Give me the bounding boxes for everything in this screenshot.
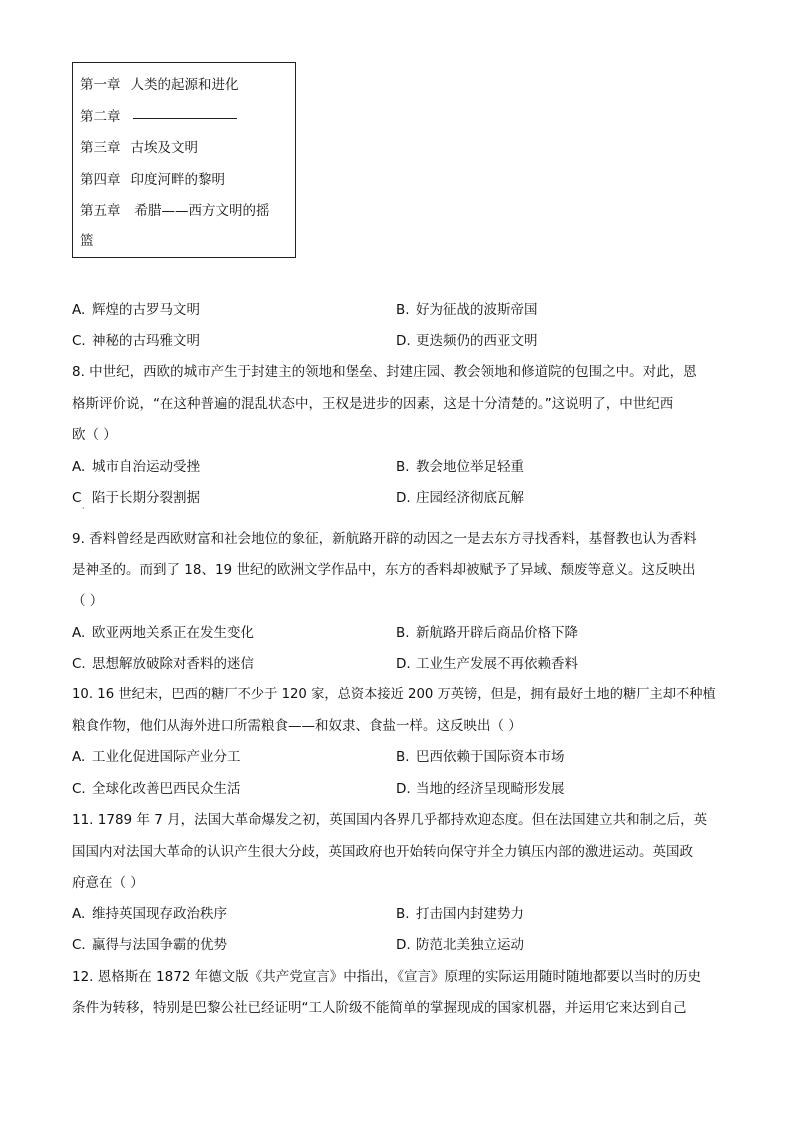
question-11-line: 府意在（ ） xyxy=(72,875,144,891)
chapter-row: 第五章 希腊——西方文明的摇 xyxy=(80,203,270,219)
option-d[interactable]: D. 工业生产发展不再依赖香料 xyxy=(396,656,578,672)
option-b[interactable]: B. 新航路开辟后商品价格下降 xyxy=(396,625,578,641)
question-11-line: 国国内对法国大革命的认识产生很大分歧，英国政府也开始转向保守并全力镇压内部的激进运动。英国政 xyxy=(72,844,693,860)
question-8-line: 8. 中世纪，西欧的城市产生于封建主的领地和堡垒、封建庄园、教会领地和修道院的包围之中。对此，恩 xyxy=(72,364,697,380)
option-b[interactable]: B. 好为征战的波斯帝国 xyxy=(396,302,538,318)
question-12-line: 12. 恩格斯在 1872 年德文版《共产党宣言》中指出，《宣言》原理的实际运用随时随地都要以当时的历史 xyxy=(72,969,701,985)
option-d[interactable]: D. 当地的经济呈现畸形发展 xyxy=(396,781,565,797)
option-a[interactable]: A. 欧亚两地关系正在发生变化 xyxy=(72,625,254,641)
question-8-line: 格斯评价说，“在这种普遍的混乱状态中，王权是进步的因素，这是十分清楚的。”这说明了，中世纪西 xyxy=(72,396,674,412)
chapter-list-box xyxy=(72,62,296,258)
chapter-wrap-text: 篮 xyxy=(80,233,94,249)
option-c[interactable]: C. 赢得与法国争霸的优势 xyxy=(72,937,227,953)
option-d[interactable]: D. 庄园经济彻底瓦解 xyxy=(396,490,524,506)
option-c[interactable]: C. 思想解放破除对香料的迷信 xyxy=(72,656,254,672)
question-9-line: 是神圣的。而到了 18、19 世纪的欧洲文学作品中，东方的香料却被赋予了异域、颓废等意义。这反映出 xyxy=(72,562,696,578)
stray-dot: · xyxy=(82,504,85,513)
option-c[interactable]: C. 全球化改善巴西民众生活 xyxy=(72,781,241,797)
option-b[interactable]: B. 教会地位举足轻重 xyxy=(396,459,524,475)
option-a[interactable]: A. 城市自治运动受挫 xyxy=(72,459,200,475)
question-9-line: 9. 香料曾经是西欧财富和社会地位的象征，新航路开辟的动因之一是去东方寻找香料，基督教也认为香料 xyxy=(72,531,697,547)
chapter-row: 第三章 古埃及文明 xyxy=(80,140,198,156)
option-b[interactable]: B. 打击国内封建势力 xyxy=(396,906,524,922)
option-a[interactable]: A. 工业化促进国际产业分工 xyxy=(72,749,241,765)
question-12-line: 条件为转移，特别是巴黎公社已经证明“工人阶级不能简单的掌握现成的国家机器，并运用它来达到自己 xyxy=(72,1000,687,1016)
option-a[interactable]: A. 维持英国现存政治秩序 xyxy=(72,906,227,922)
chapter-row: 第一章 人类的起源和进化 xyxy=(80,77,239,93)
question-10-line: 粮食作物，他们从海外进口所需粮食——和奴隶、食盐一样。这反映出（ ） xyxy=(72,718,522,734)
chapter-row: 第四章 印度河畔的黎明 xyxy=(80,172,225,188)
option-c[interactable]: C. 神秘的古玛雅文明 xyxy=(72,333,200,349)
answer-blank xyxy=(133,117,237,119)
option-b[interactable]: B. 巴西依赖于国际资本市场 xyxy=(396,749,565,765)
chapter-row: 第二章 xyxy=(80,105,237,125)
question-9-line: （ ） xyxy=(72,593,104,609)
option-d[interactable]: D. 防范北美独立运动 xyxy=(396,937,524,953)
question-10-line: 10. 16 世纪末，巴西的糖厂不少于 120 家，总资本接近 200 万英镑，但是，拥有最好土地的糖厂主却不种植 xyxy=(72,687,716,702)
question-8-line: 欧（ ） xyxy=(72,427,117,443)
option-c[interactable]: C 陷于长期分裂割据 xyxy=(72,490,200,506)
option-d[interactable]: D. 更迭频仍的西亚文明 xyxy=(396,333,538,349)
question-11-line: 11. 1789 年 7 月，法国大革命爆发之初，英国国内各界几乎都持欢迎态度。但在法国建立共和制之后，英 xyxy=(72,812,708,828)
option-a[interactable]: A. 辉煌的古罗马文明 xyxy=(72,302,200,318)
